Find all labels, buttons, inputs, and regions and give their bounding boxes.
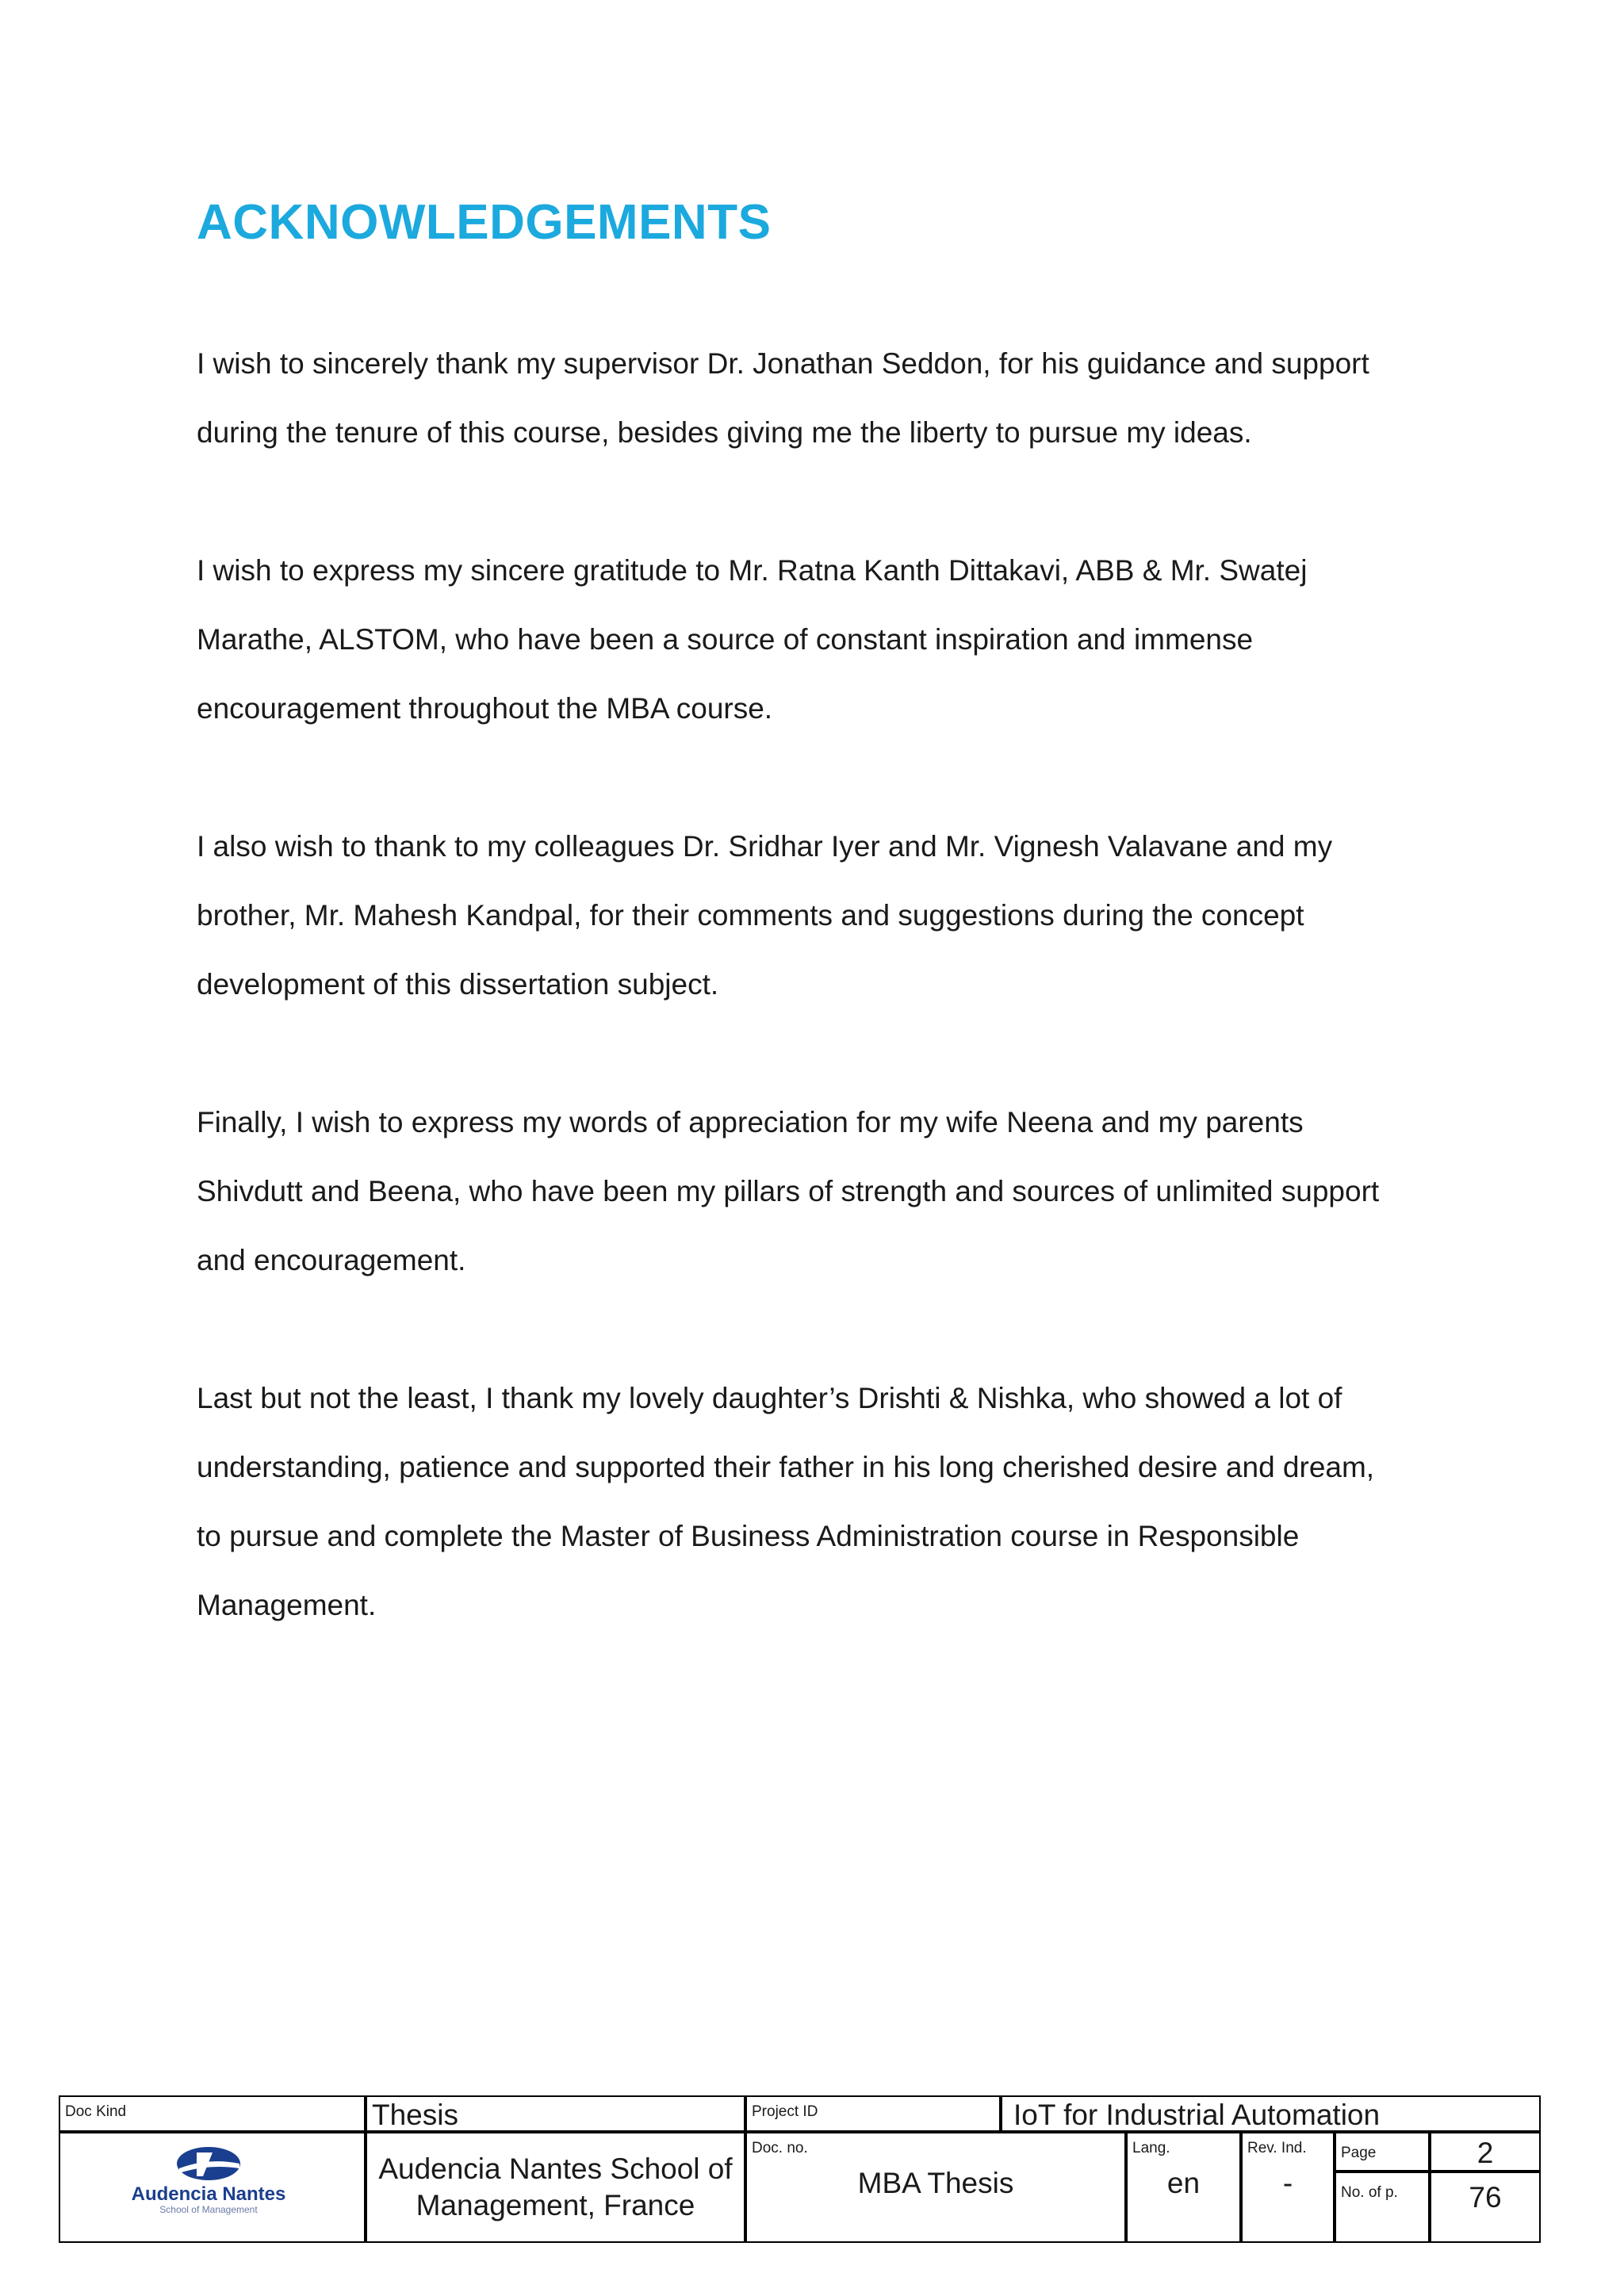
doc-kind-value: Thesis [372, 2099, 458, 2131]
paragraph-line: brother, Mr. Mahesh Kandpal, for their comments and suggestions during the concept [197, 899, 1304, 932]
organization-line: Audencia Nantes School of [378, 2152, 733, 2185]
pages-label: No. of p. [1341, 2184, 1398, 2201]
paragraph-line: encouragement throughout the MBA course. [197, 692, 773, 725]
paragraph-line: Management. [197, 1589, 377, 1621]
page-label-cell [1335, 2132, 1430, 2172]
doc-kind-value-cell [366, 2095, 745, 2132]
paragraph-line: development of this dissertation subject. [197, 968, 719, 1001]
project-id-label: Project ID [752, 2103, 818, 2120]
paragraph-line: Marathe, ALSTOM, who have been a source of constant inspiration and immense [197, 623, 1254, 656]
document-info-block [59, 2096, 1542, 2244]
pages-value-cell [1430, 2172, 1541, 2243]
pages-label-cell [1335, 2172, 1430, 2243]
paragraph-line: during the tenure of this course, besides giving me the liberty to pursue my ideas. [197, 416, 1252, 449]
page-label: Page [1341, 2145, 1377, 2161]
total-pages: 76 [1469, 2181, 1502, 2214]
paragraph-line: Last but not the least, I thank my lovely daughter’s Drishti & Nishka, who showed a lot of [197, 1382, 1342, 1414]
page-number: 2 [1477, 2137, 1494, 2169]
logo-emblem-icon [177, 2147, 240, 2180]
rev-label: Rev. Ind. [1247, 2140, 1307, 2156]
paragraph-line: to pursue and complete the Master of Business Administration course in Responsible [197, 1520, 1300, 1552]
audencia-logo [78, 2146, 339, 2218]
doc-no-cell [745, 2132, 1126, 2243]
page-heading: ACKNOWLEDGEMENTS [197, 195, 772, 250]
paragraph-line: I wish to express my sincere gratitude to Mr. Ratna Kanth Dittakavi, ABB & Mr. Swatej [197, 554, 1308, 587]
project-id-value-cell [1001, 2095, 1541, 2132]
organization-cell [366, 2132, 745, 2243]
lang-label: Lang. [1132, 2140, 1170, 2156]
logo-cell [59, 2132, 366, 2243]
paragraph-line: Finally, I wish to express my words of appreciation for my wife Neena and my parents [197, 1106, 1304, 1138]
paragraph-line: I wish to sincerely thank my supervisor Dr. Jonathan Seddon, for his guidance and support [197, 347, 1369, 380]
doc-no-value: MBA Thesis [857, 2167, 1014, 2199]
acknowledgements-body [197, 329, 1434, 1640]
paragraph-line: and encouragement. [197, 1244, 466, 1276]
rev-cell [1241, 2132, 1335, 2243]
logo-tagline: School of Management [159, 2204, 258, 2215]
paragraph [197, 1364, 1434, 1640]
lang-value: en [1166, 2167, 1201, 2199]
paragraph-line: understanding, patience and supported their father in his long cherished desire and dream, [197, 1451, 1375, 1483]
doc-no-label: Doc. no. [752, 2140, 808, 2156]
paragraph [197, 1088, 1434, 1295]
lang-cell [1126, 2132, 1241, 2243]
doc-kind-label-cell [59, 2095, 366, 2132]
paragraph [197, 536, 1434, 743]
paragraph-line: Shivdutt and Beena, who have been my pillars of strength and sources of unlimited support [197, 1175, 1380, 1207]
paragraph [197, 812, 1434, 1019]
page-value-cell [1430, 2132, 1541, 2172]
project-id-value: IoT for Industrial Automation [1013, 2099, 1381, 2131]
paragraph-line: I also wish to thank to my colleagues Dr. Sridhar Iyer and Mr. Vignesh Valavane and my [197, 830, 1333, 863]
doc-kind-label: Doc Kind [65, 2103, 127, 2120]
rev-value: - [1282, 2167, 1293, 2199]
paragraph [197, 329, 1434, 467]
project-id-label-cell [745, 2095, 1001, 2132]
logo-name: Audencia Nantes [131, 2183, 286, 2205]
organization-line: Management, France [416, 2189, 695, 2221]
